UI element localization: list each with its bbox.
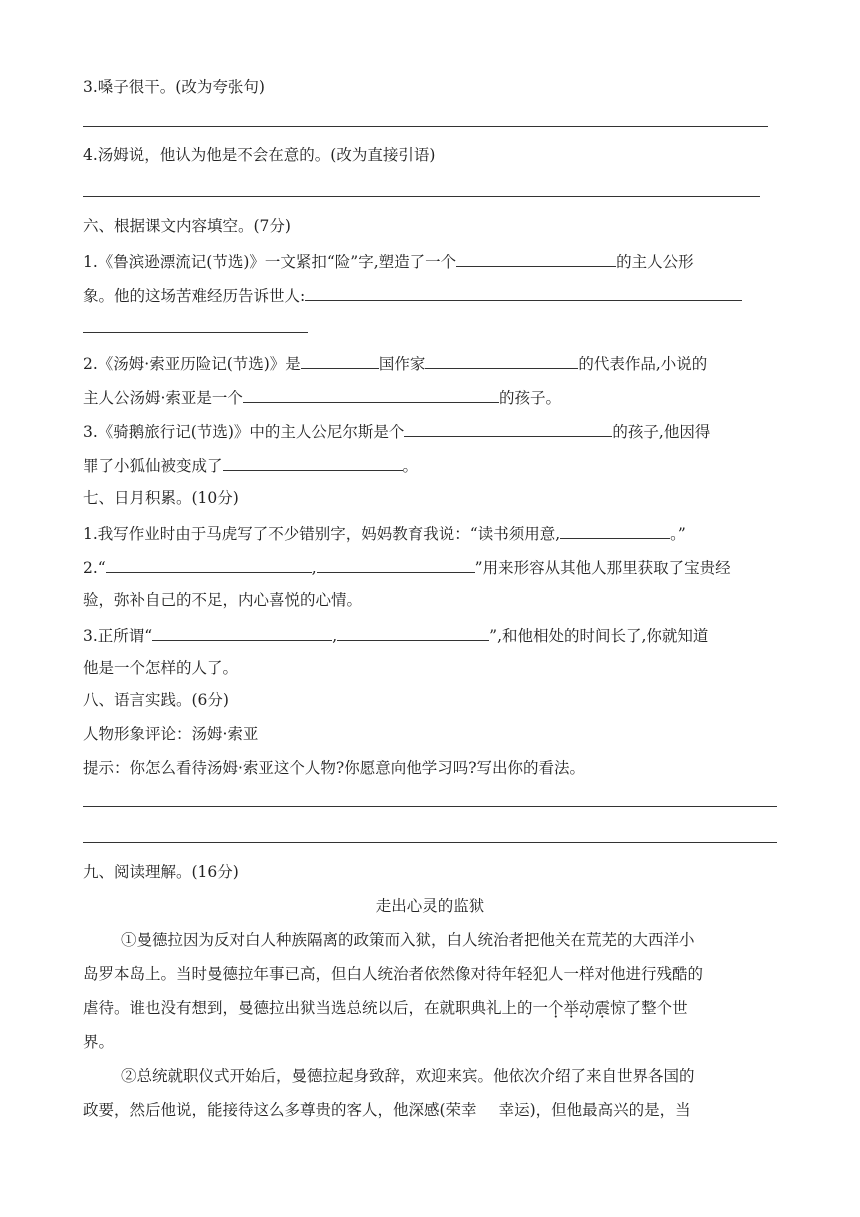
text: 的孩子,他因得 (612, 423, 711, 441)
answer-line[interactable] (83, 806, 777, 807)
text: 的孩子。 (498, 389, 561, 407)
text: ”用来形容从其他人那里获取了宝贵经 (474, 559, 731, 577)
emphasis-char: 一 (532, 999, 549, 1017)
question-7-2-line1 (83, 556, 731, 578)
answer-line[interactable] (83, 842, 777, 843)
fill-blank[interactable] (106, 556, 312, 573)
text: 主人公汤姆·索亚是一个 (83, 389, 243, 407)
question-6-3-line2 (83, 454, 418, 476)
question-7-3-line1 (83, 624, 708, 646)
text: 幸运)，但他最高兴的是，当 (498, 1101, 691, 1119)
fill-blank[interactable] (337, 624, 489, 641)
dotted-emphasis (533, 999, 626, 1017)
section-8-heading: 八、语言实践。(6分) (83, 691, 229, 709)
section-8-topic: 人物形象评论：汤姆·索亚 (83, 725, 259, 743)
fill-blank[interactable] (317, 556, 475, 573)
fill-blank[interactable] (83, 332, 308, 333)
text: 虐待。谁也没有想到，曼德拉出狱当选总统以后，在就职典礼上的 (83, 999, 533, 1017)
question-5-4: 4.汤姆说，他认为他是不会在意的。(改为直接引语) (83, 146, 436, 164)
text: 罪了小狐仙被变成了 (83, 457, 223, 475)
section-7-heading: 七、日月积累。(10分) (83, 489, 239, 507)
passage-line: 岛罗本岛上。当时曼德拉年事已高，但白人统治者依然像对待年轻犯人一样对他进行残酷的 (83, 965, 704, 983)
text: , (311, 559, 317, 577)
fill-blank[interactable] (456, 250, 616, 267)
question-7-2-line2: 验，弥补自己的不足，内心喜悦的心情。 (83, 591, 363, 609)
text: 。 (402, 457, 419, 475)
text: 国作家 (378, 355, 426, 373)
text: 2.“ (83, 559, 106, 577)
question-6-1-line2 (83, 284, 742, 306)
text: 的代表作品,小说的 (578, 355, 708, 373)
question-6-2-line1 (83, 352, 707, 374)
answer-line[interactable] (83, 196, 760, 197)
emphasis-char: 动 (579, 999, 595, 1017)
question-7-1 (83, 522, 686, 544)
question-6-2-line2 (83, 386, 561, 408)
text: 政要，然后他说，能接待这么多尊贵的客人，他深感(荣幸 (83, 1101, 477, 1119)
text: 2.《汤姆·索亚历险记(节选)》是 (83, 355, 301, 373)
passage-line: ①曼德拉因为反对白人种族隔离的政策而入狱，白人统治者把他关在荒芜的大西洋小 (121, 931, 695, 949)
fill-blank[interactable] (301, 352, 379, 369)
text: ”,和他相处的时间长了,你就知道 (489, 627, 709, 645)
fill-blank[interactable] (560, 522, 670, 539)
text: , (332, 627, 338, 645)
passage-line (83, 998, 688, 1018)
text: 1.我写作业时由于马虎写了不少错别字，妈妈教育我说：“读书须用意, (83, 525, 561, 543)
question-7-3-line2: 他是一个怎样的人了。 (83, 659, 239, 677)
question-5-3: 3.嗓子很干。(改为夸张句) (83, 78, 265, 96)
emphasis-char: 个 (548, 999, 564, 1017)
section-6-heading: 六、根据课文内容填空。(7分) (83, 217, 291, 235)
fill-blank[interactable] (305, 284, 742, 301)
fill-blank[interactable] (425, 352, 578, 369)
question-6-3-line1 (83, 420, 710, 442)
emphasis-char: 惊 (610, 999, 626, 1017)
text: 象。他的这场苦难经历告诉世人: (83, 287, 306, 305)
emphasis-char: 举 (563, 999, 580, 1017)
emphasis-char: 震 (594, 999, 611, 1017)
answer-line[interactable] (83, 126, 768, 127)
fill-blank[interactable] (404, 420, 612, 437)
text: 1.《鲁滨逊漂流记(节选)》一文紧扣“险”字,塑造了一个 (83, 253, 457, 271)
section-9-heading: 九、阅读理解。(16分) (83, 863, 239, 881)
fill-blank[interactable] (243, 386, 499, 403)
section-8-hint: 提示：你怎么看待汤姆·索亚这个人物?你愿意向他学习吗?写出你的看法。 (83, 759, 586, 777)
fill-blank[interactable] (152, 624, 332, 641)
passage-line (83, 1100, 691, 1120)
text: 。” (670, 525, 686, 543)
passage-title: 走出心灵的监狱 (375, 897, 485, 915)
question-6-1-line1 (83, 250, 694, 272)
text: 的主人公形 (616, 253, 694, 271)
passage-line: ②总统就职仪式开始后，曼德拉起身致辞，欢迎来宾。他依次介绍了来自世界各国的 (121, 1067, 695, 1085)
text: 3.正所谓“ (83, 627, 153, 645)
passage-line: 界。 (83, 1033, 115, 1051)
text: 3.《骑鹅旅行记(节选)》中的主人公尼尔斯是个 (83, 423, 405, 441)
fill-blank[interactable] (223, 454, 403, 471)
text: 了整个世 (625, 999, 688, 1017)
